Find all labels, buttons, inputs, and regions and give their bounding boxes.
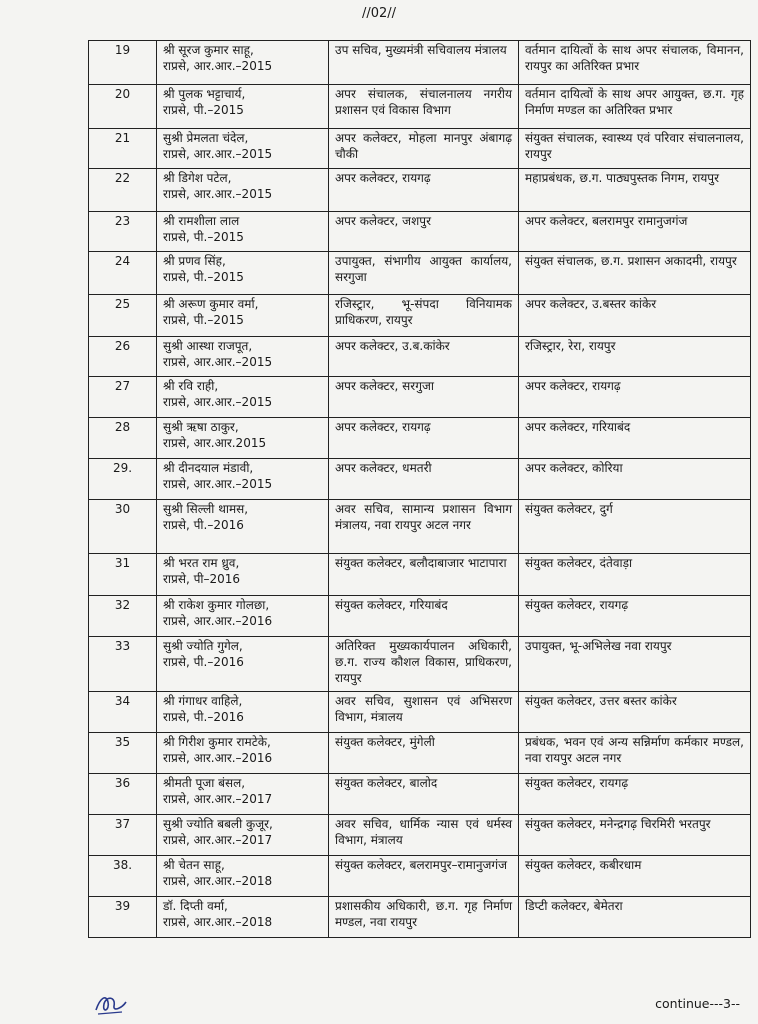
officer-service-batch: राप्रसे, आर.आर.–2015 bbox=[163, 355, 273, 369]
serial-number: 32 bbox=[89, 596, 157, 637]
officer-service-batch: राप्रसे, आर.आर.–2017 bbox=[163, 833, 273, 847]
serial-number: 35 bbox=[89, 733, 157, 774]
new-posting: संयुक्त कलेक्टर, दुर्ग bbox=[519, 500, 751, 554]
officer-cell bbox=[157, 897, 329, 938]
officer-name: श्री सूरज कुमार साहू, bbox=[163, 43, 254, 57]
table-row bbox=[89, 85, 751, 129]
serial-number: 19 bbox=[89, 41, 157, 85]
serial-number: 30 bbox=[89, 500, 157, 554]
officer-name: सुश्री आस्था राजपूत, bbox=[163, 339, 253, 353]
current-posting: उपायुक्त, संभागीय आयुक्त कार्यालय, सरगुजा bbox=[329, 252, 519, 295]
officer-cell bbox=[157, 169, 329, 212]
officer-service-batch: राप्रसे, आर.आर.–2018 bbox=[163, 874, 273, 888]
table-row bbox=[89, 815, 751, 856]
serial-number: 24 bbox=[89, 252, 157, 295]
new-posting: अपर कलेक्टर, उ.बस्तर कांकेर bbox=[519, 295, 751, 337]
serial-number: 20 bbox=[89, 85, 157, 129]
table-row bbox=[89, 212, 751, 252]
officer-cell bbox=[157, 856, 329, 897]
table-row bbox=[89, 692, 751, 733]
officer-cell bbox=[157, 418, 329, 459]
serial-number: 22 bbox=[89, 169, 157, 212]
new-posting: अपर कलेक्टर, रायगढ़ bbox=[519, 377, 751, 418]
officer-service-batch: राप्रसे, आर.आर.–2018 bbox=[163, 915, 273, 929]
table-row bbox=[89, 459, 751, 500]
serial-number: 26 bbox=[89, 337, 157, 377]
table-row bbox=[89, 500, 751, 554]
officer-service-batch: राप्रसे, आर.आर.–2015 bbox=[163, 477, 273, 491]
current-posting: संयुक्त कलेक्टर, गरियाबंद bbox=[329, 596, 519, 637]
officer-cell bbox=[157, 554, 329, 596]
table-row bbox=[89, 252, 751, 295]
officer-cell bbox=[157, 377, 329, 418]
serial-number: 33 bbox=[89, 637, 157, 692]
current-posting: अवर सचिव, सुशासन एवं अभिसरण विभाग, मंत्रालय bbox=[329, 692, 519, 733]
table-row bbox=[89, 295, 751, 337]
page-number-header: //02// bbox=[361, 6, 397, 21]
new-posting: प्रबंधक, भवन एवं अन्य सन्निर्माण कर्मकार मण्डल, नवा रायपुर अटल नगर bbox=[519, 733, 751, 774]
officer-cell bbox=[157, 295, 329, 337]
transfer-order-table bbox=[88, 40, 751, 938]
officer-service-batch: राप्रसे, पी.–2015 bbox=[163, 103, 244, 117]
table-row bbox=[89, 41, 751, 85]
table-row bbox=[89, 637, 751, 692]
new-posting: अपर कलेक्टर, कोरिया bbox=[519, 459, 751, 500]
current-posting: अपर कलेक्टर, रायगढ़ bbox=[329, 418, 519, 459]
table-row bbox=[89, 733, 751, 774]
current-posting: अवर सचिव, धार्मिक न्यास एवं धर्मस्व विभाग, मंत्रालय bbox=[329, 815, 519, 856]
officer-service-batch: राप्रसे, आर.आर.–2015 bbox=[163, 187, 273, 201]
officer-cell bbox=[157, 459, 329, 500]
current-posting: संयुक्त कलेक्टर, बलरामपुर–रामानुजगंज bbox=[329, 856, 519, 897]
officer-service-batch: राप्रसे, आर.आर.–2015 bbox=[163, 59, 273, 73]
current-posting: अपर कलेक्टर, जशपुर bbox=[329, 212, 519, 252]
officer-cell bbox=[157, 129, 329, 169]
table-row bbox=[89, 856, 751, 897]
officer-name: सुश्री ज्योति गुगेल, bbox=[163, 639, 243, 653]
new-posting: संयुक्त कलेक्टर, रायगढ़ bbox=[519, 596, 751, 637]
officer-service-batch: राप्रसे, पी.–2016 bbox=[163, 655, 244, 669]
serial-number: 29. bbox=[89, 459, 157, 500]
officer-name: श्री पुलक भट्टाचार्य, bbox=[163, 87, 246, 101]
serial-number: 39 bbox=[89, 897, 157, 938]
table-row bbox=[89, 596, 751, 637]
serial-number: 37 bbox=[89, 815, 157, 856]
officer-cell bbox=[157, 252, 329, 295]
current-posting: अतिरिक्त मुख्यकार्यपालन अधिकारी, छ.ग. राज्य कौशल विकास, प्राधिकरण, रायपुर bbox=[329, 637, 519, 692]
current-posting: अपर संचालक, संचालनालय नगरीय प्रशासन एवं विकास विभाग bbox=[329, 85, 519, 129]
new-posting: उपायुक्त, भू-अभिलेख नवा रायपुर bbox=[519, 637, 751, 692]
officer-name: श्री राकेश कुमार गोलछा, bbox=[163, 598, 270, 612]
current-posting: संयुक्त कलेक्टर, बालोद bbox=[329, 774, 519, 815]
current-posting: प्रशासकीय अधिकारी, छ.ग. गृह निर्माण मण्डल, नवा रायपुर bbox=[329, 897, 519, 938]
current-posting: उप सचिव, मुख्यमंत्री सचिवालय मंत्रालय bbox=[329, 41, 519, 85]
officer-service-batch: राप्रसे, आर.आर.–2015 bbox=[163, 395, 273, 409]
officer-cell bbox=[157, 774, 329, 815]
officer-service-batch: राप्रसे, पी.–2016 bbox=[163, 518, 244, 532]
officer-name: श्री रामशीला लाल bbox=[163, 214, 240, 228]
officer-name: सुश्री प्रेमलता चंदेल, bbox=[163, 131, 249, 145]
officer-cell bbox=[157, 733, 329, 774]
new-posting: संयुक्त कलेक्टर, मनेन्द्रगढ़ चिरमिरी भरतपुर bbox=[519, 815, 751, 856]
new-posting: डिप्टी कलेक्टर, बेमेतरा bbox=[519, 897, 751, 938]
officer-service-batch: राप्रसे, आर.आर.2015 bbox=[163, 436, 267, 450]
table-row bbox=[89, 169, 751, 212]
table-row bbox=[89, 129, 751, 169]
officer-name: श्री रवि राही, bbox=[163, 379, 219, 393]
continue-note: continue---3-- bbox=[655, 996, 740, 1011]
current-posting: संयुक्त कलेक्टर, मुंगेली bbox=[329, 733, 519, 774]
new-posting: अपर कलेक्टर, बलरामपुर रामानुजगंज bbox=[519, 212, 751, 252]
serial-number: 28 bbox=[89, 418, 157, 459]
current-posting: अपर कलेक्टर, रायगढ़ bbox=[329, 169, 519, 212]
table-row bbox=[89, 774, 751, 815]
table-row bbox=[89, 554, 751, 596]
officer-service-batch: राप्रसे, पी.–2015 bbox=[163, 270, 244, 284]
officer-service-batch: राप्रसे, पी.–2015 bbox=[163, 313, 244, 327]
officer-name: श्रीमती पूजा बंसल, bbox=[163, 776, 246, 790]
new-posting: अपर कलेक्टर, गरियाबंद bbox=[519, 418, 751, 459]
serial-number: 21 bbox=[89, 129, 157, 169]
new-posting: संयुक्त संचालक, छ.ग. प्रशासन अकादमी, रायपुर bbox=[519, 252, 751, 295]
officer-service-batch: राप्रसे, आर.आर.–2016 bbox=[163, 751, 273, 765]
officer-service-batch: राप्रसे, आर.आर.–2015 bbox=[163, 147, 273, 161]
officer-cell bbox=[157, 596, 329, 637]
officer-name: श्री गिरीश कुमार रामटेके, bbox=[163, 735, 271, 749]
officer-cell bbox=[157, 692, 329, 733]
officer-name: श्री डिगेश पटेल, bbox=[163, 171, 232, 185]
serial-number: 38. bbox=[89, 856, 157, 897]
officer-service-batch: राप्रसे, पी–2016 bbox=[163, 572, 241, 586]
serial-number: 31 bbox=[89, 554, 157, 596]
officer-name: श्री प्रणव सिंह, bbox=[163, 254, 226, 268]
new-posting: संयुक्त संचालक, स्वास्थ्य एवं परिवार संचालनालय, रायपुर bbox=[519, 129, 751, 169]
new-posting: वर्तमान दायित्वों के साथ अपर आयुक्त, छ.ग. गृह निर्माण मण्डल का अतिरिक्त प्रभार bbox=[519, 85, 751, 129]
officer-name: सुश्री सिल्ली थामस, bbox=[163, 502, 249, 516]
current-posting: अवर सचिव, सामान्य प्रशासन विभाग मंत्रालय, नवा रायपुर अटल नगर bbox=[329, 500, 519, 554]
current-posting: अपर कलेक्टर, सरगुजा bbox=[329, 377, 519, 418]
officer-cell bbox=[157, 85, 329, 129]
new-posting: संयुक्त कलेक्टर, कबीरधाम bbox=[519, 856, 751, 897]
officer-cell bbox=[157, 212, 329, 252]
serial-number: 23 bbox=[89, 212, 157, 252]
new-posting: संयुक्त कलेक्टर, दंतेवाड़ा bbox=[519, 554, 751, 596]
officer-service-batch: राप्रसे, पी.–2015 bbox=[163, 230, 244, 244]
officer-name: श्री दीनदयाल मंडावी, bbox=[163, 461, 254, 475]
officer-name: श्री गंगाधर वाहिले, bbox=[163, 694, 243, 708]
officer-service-batch: राप्रसे, आर.आर.–2016 bbox=[163, 614, 273, 628]
officer-cell bbox=[157, 815, 329, 856]
officer-name: सुश्री ज्योति बबली कुजूर, bbox=[163, 817, 273, 831]
current-posting: रजिस्ट्रार, भू-संपदा विनियामक प्राधिकरण, रायपुर bbox=[329, 295, 519, 337]
officer-name: सुश्री ऋषा ठाकुर, bbox=[163, 420, 239, 434]
serial-number: 25 bbox=[89, 295, 157, 337]
new-posting: महाप्रबंधक, छ.ग. पाठ्यपुस्तक निगम, रायपुर bbox=[519, 169, 751, 212]
officer-service-batch: राप्रसे, आर.आर.–2017 bbox=[163, 792, 273, 806]
officer-cell bbox=[157, 41, 329, 85]
current-posting: अपर कलेक्टर, धमतरी bbox=[329, 459, 519, 500]
signature-mark bbox=[92, 988, 132, 1018]
current-posting: अपर कलेक्टर, मोहला मानपुर अंबागढ़ चौकी bbox=[329, 129, 519, 169]
officer-name: श्री चेतन साहू, bbox=[163, 858, 225, 872]
serial-number: 27 bbox=[89, 377, 157, 418]
officer-cell bbox=[157, 637, 329, 692]
table-row bbox=[89, 377, 751, 418]
officer-name: श्री भरत राम ध्रुव, bbox=[163, 556, 240, 570]
serial-number: 34 bbox=[89, 692, 157, 733]
table-body bbox=[89, 41, 751, 938]
current-posting: अपर कलेक्टर, उ.ब.कांकेर bbox=[329, 337, 519, 377]
officer-name: श्री अरूण कुमार वर्मा, bbox=[163, 297, 259, 311]
new-posting: संयुक्त कलेक्टर, रायगढ़ bbox=[519, 774, 751, 815]
new-posting: वर्तमान दायित्वों के साथ अपर संचालक, विमानन, रायपुर का अतिरिक्त प्रभार bbox=[519, 41, 751, 85]
table-row bbox=[89, 337, 751, 377]
officer-name: डॉ. दिप्ती वर्मा, bbox=[163, 899, 228, 913]
officer-cell bbox=[157, 337, 329, 377]
officer-service-batch: राप्रसे, पी.–2016 bbox=[163, 710, 244, 724]
serial-number: 36 bbox=[89, 774, 157, 815]
new-posting: संयुक्त कलेक्टर, उत्तर बस्तर कांकेर bbox=[519, 692, 751, 733]
officer-cell bbox=[157, 500, 329, 554]
table-row bbox=[89, 897, 751, 938]
new-posting: रजिस्ट्रार, रेरा, रायपुर bbox=[519, 337, 751, 377]
table-row bbox=[89, 418, 751, 459]
current-posting: संयुक्त कलेक्टर, बलौदाबाजार भाटापारा bbox=[329, 554, 519, 596]
